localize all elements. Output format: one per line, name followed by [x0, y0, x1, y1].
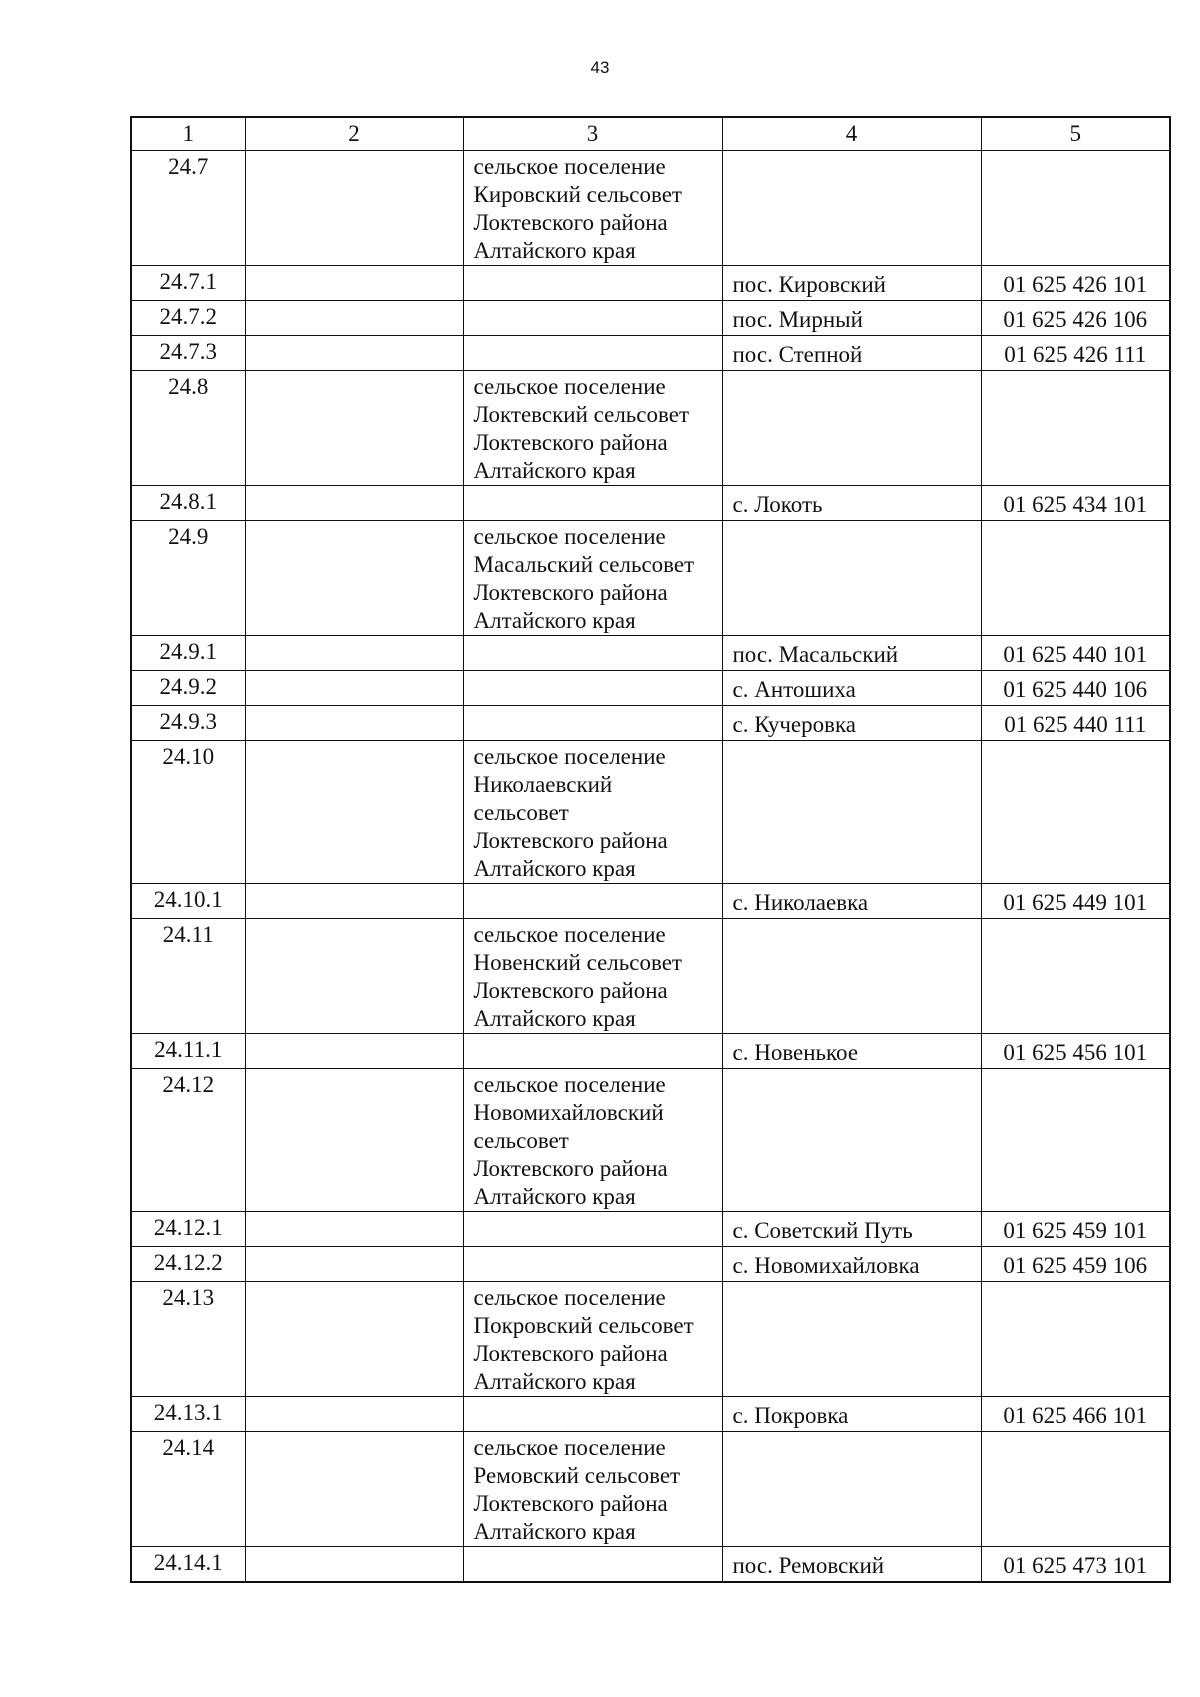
oktmo-code-cell: [981, 1069, 1170, 1212]
settlement-name-cell: [463, 741, 722, 884]
locality-cell: с. Советский Путь: [722, 1212, 981, 1247]
table-row: [131, 486, 1170, 521]
table-row: [131, 1212, 1170, 1247]
locality-cell: пос. Ремовский: [722, 1547, 981, 1583]
table-row: [131, 1247, 1170, 1282]
table-row: [131, 741, 1170, 884]
settlement-name-line: Локтевского района: [473, 1491, 668, 1516]
settlement-name-line: Николаевский: [473, 772, 613, 797]
table-body: [131, 151, 1170, 1583]
oktmo-code-cell: 01 625 434 101: [981, 486, 1170, 521]
locality-cell: с. Кучеровка: [722, 706, 981, 741]
table-row: [131, 671, 1170, 706]
settlement-name-line: Кировский сельсовет: [473, 182, 682, 207]
column-2-cell: [245, 919, 463, 1034]
oktmo-code-cell: [981, 151, 1170, 266]
oktmo-code-cell: 01 625 440 111: [981, 706, 1170, 741]
oktmo-code-cell: 01 625 459 101: [981, 1212, 1170, 1247]
locality-cell: [722, 521, 981, 636]
settlement-name-line: Локтевского района: [473, 1156, 668, 1181]
settlement-name-line: Новенский сельсовет: [473, 950, 682, 975]
locality-cell: [722, 371, 981, 486]
row-number-cell: 24.9.2: [131, 671, 245, 706]
settlement-name-cell: [463, 919, 722, 1034]
locality-cell: с. Покровка: [722, 1397, 981, 1432]
settlement-name-cell: [463, 336, 722, 371]
settlement-name-line: Локтевский сельсовет: [473, 402, 689, 427]
column-2-cell: [245, 636, 463, 671]
locality-cell: пос. Кировский: [722, 266, 981, 301]
locality-cell: с. Николаевка: [722, 884, 981, 919]
oktmo-code-cell: [981, 371, 1170, 486]
settlement-name-line: сельское поселение: [473, 1435, 666, 1460]
table-row: [131, 266, 1170, 301]
settlement-name-line: Локтевского района: [473, 828, 668, 853]
row-number-cell: 24.12.1: [131, 1212, 245, 1247]
row-number-cell: 24.7.2: [131, 301, 245, 336]
locality-cell: [722, 151, 981, 266]
row-number-cell: 24.8.1: [131, 486, 245, 521]
column-2-cell: [245, 486, 463, 521]
column-2-cell: [245, 671, 463, 706]
table-row: [131, 706, 1170, 741]
settlement-name-cell: [463, 1282, 722, 1397]
settlement-name-line: сельское поселение: [473, 374, 666, 399]
row-number-cell: 24.11: [131, 919, 245, 1034]
settlement-name-cell: [463, 151, 722, 266]
table-row: [131, 521, 1170, 636]
settlement-name-line: Новомихайловский: [473, 1100, 664, 1125]
settlement-name-cell: [463, 1034, 722, 1069]
column-header-2: 2: [245, 117, 463, 151]
row-number-cell: 24.7: [131, 151, 245, 266]
header-row: [131, 117, 1170, 151]
locality-cell: [722, 741, 981, 884]
settlement-name-line: сельсовет: [473, 800, 569, 825]
table-row: [131, 336, 1170, 371]
oktmo-code-cell: 01 625 459 106: [981, 1247, 1170, 1282]
page-number: 43: [590, 58, 610, 77]
row-number-cell: 24.9.1: [131, 636, 245, 671]
settlement-name-cell: [463, 521, 722, 636]
column-2-cell: [245, 1069, 463, 1212]
settlement-name-cell: [463, 1069, 722, 1212]
settlement-name-cell: [463, 371, 722, 486]
settlement-name-cell: [463, 884, 722, 919]
locality-cell: с. Новенькое: [722, 1034, 981, 1069]
oktmo-code-cell: 01 625 426 101: [981, 266, 1170, 301]
settlement-name-line: Локтевского района: [473, 580, 668, 605]
locality-cell: [722, 919, 981, 1034]
row-number-cell: 24.9.3: [131, 706, 245, 741]
settlement-name-cell: [463, 1247, 722, 1282]
settlement-name-line: Алтайского края: [473, 856, 636, 881]
settlement-name-line: Алтайского края: [473, 1369, 636, 1394]
row-number-cell: 24.12.2: [131, 1247, 245, 1282]
oktmo-code-cell: [981, 741, 1170, 884]
oktmo-code-cell: [981, 521, 1170, 636]
row-number-cell: 24.10: [131, 741, 245, 884]
row-number-cell: 24.8: [131, 371, 245, 486]
column-2-cell: [245, 884, 463, 919]
column-2-cell: [245, 1432, 463, 1547]
settlement-name-line: сельсовет: [473, 1128, 569, 1153]
row-number-cell: 24.14.1: [131, 1547, 245, 1583]
settlement-name-line: сельское поселение: [473, 154, 666, 179]
settlement-name-cell: [463, 266, 722, 301]
column-header-3: 3: [463, 117, 722, 151]
settlement-name-line: Алтайского края: [473, 458, 636, 483]
settlement-name-line: Локтевского района: [473, 430, 668, 455]
locality-cell: пос. Степной: [722, 336, 981, 371]
locality-cell: [722, 1432, 981, 1547]
table-row: [131, 371, 1170, 486]
row-number-cell: 24.7.3: [131, 336, 245, 371]
column-2-cell: [245, 371, 463, 486]
settlement-name-line: Ремовский сельсовет: [473, 1463, 681, 1488]
settlement-name-line: Покровский сельсовет: [473, 1313, 694, 1338]
row-number-cell: 24.12: [131, 1069, 245, 1212]
settlement-name-line: Алтайского края: [473, 1184, 636, 1209]
settlement-name-cell: [463, 301, 722, 336]
settlement-name-line: Алтайского края: [473, 608, 636, 633]
locality-cell: с. Новомихайловка: [722, 1247, 981, 1282]
settlement-name-line: Алтайского края: [473, 238, 636, 263]
locality-cell: пос. Мирный: [722, 301, 981, 336]
table-row: [131, 1432, 1170, 1547]
column-2-cell: [245, 1282, 463, 1397]
oktmo-code-cell: 01 625 473 101: [981, 1547, 1170, 1583]
settlement-name-cell: [463, 671, 722, 706]
row-number-cell: 24.13.1: [131, 1397, 245, 1432]
settlement-name-cell: [463, 706, 722, 741]
row-number-cell: 24.13: [131, 1282, 245, 1397]
table-row: [131, 1547, 1170, 1583]
column-2-cell: [245, 521, 463, 636]
table-row: [131, 151, 1170, 266]
settlement-name-line: Алтайского края: [473, 1006, 636, 1031]
settlement-name-cell: [463, 1397, 722, 1432]
settlement-name-line: сельское поселение: [473, 524, 666, 549]
settlement-name-cell: [463, 1432, 722, 1547]
oktmo-code-cell: [981, 1432, 1170, 1547]
settlement-name-line: сельское поселение: [473, 1072, 666, 1097]
oktmo-code-cell: 01 625 426 111: [981, 336, 1170, 371]
column-2-cell: [245, 1397, 463, 1432]
oktmo-code-cell: [981, 919, 1170, 1034]
settlement-name-line: Масальский сельсовет: [473, 552, 695, 577]
column-2-cell: [245, 301, 463, 336]
column-2-cell: [245, 1247, 463, 1282]
column-2-cell: [245, 1034, 463, 1069]
settlement-name-line: сельское поселение: [473, 1285, 666, 1310]
table-row: [131, 1397, 1170, 1432]
oktmo-code-cell: 01 625 440 101: [981, 636, 1170, 671]
settlement-name-line: Локтевского района: [473, 978, 668, 1003]
table-row: [131, 301, 1170, 336]
locality-cell: с. Антошиха: [722, 671, 981, 706]
settlement-name-cell: [463, 636, 722, 671]
settlement-name-line: Локтевского района: [473, 210, 668, 235]
table-row: [131, 636, 1170, 671]
table-row: [131, 1069, 1170, 1212]
row-number-cell: 24.14: [131, 1432, 245, 1547]
settlement-name-line: Локтевского района: [473, 1341, 668, 1366]
column-header-5: 5: [981, 117, 1170, 151]
settlement-name-cell: [463, 486, 722, 521]
settlement-name-line: сельское поселение: [473, 744, 666, 769]
settlement-name-line: сельское поселение: [473, 922, 666, 947]
column-2-cell: [245, 1547, 463, 1583]
table-row: [131, 1282, 1170, 1397]
settlement-name-line: Алтайского края: [473, 1519, 636, 1544]
oktmo-code-cell: 01 625 456 101: [981, 1034, 1170, 1069]
column-header-4: 4: [722, 117, 981, 151]
oktmo-code-cell: [981, 1282, 1170, 1397]
column-2-cell: [245, 706, 463, 741]
locality-cell: [722, 1069, 981, 1212]
settlement-name-cell: [463, 1212, 722, 1247]
row-number-cell: 24.11.1: [131, 1034, 245, 1069]
settlement-name-cell: [463, 1547, 722, 1583]
oktmo-code-cell: 01 625 449 101: [981, 884, 1170, 919]
oktmo-code-cell: 01 625 466 101: [981, 1397, 1170, 1432]
locality-cell: [722, 1282, 981, 1397]
row-number-cell: 24.9: [131, 521, 245, 636]
column-2-cell: [245, 266, 463, 301]
column-2-cell: [245, 336, 463, 371]
locality-cell: пос. Масальский: [722, 636, 981, 671]
row-number-cell: 24.10.1: [131, 884, 245, 919]
table-row: [131, 919, 1170, 1034]
column-header-1: 1: [131, 117, 245, 151]
table-row: [131, 1034, 1170, 1069]
row-number-cell: 24.7.1: [131, 266, 245, 301]
column-2-cell: [245, 151, 463, 266]
table-row: [131, 884, 1170, 919]
registry-table: [130, 116, 1171, 1583]
column-2-cell: [245, 741, 463, 884]
column-2-cell: [245, 1212, 463, 1247]
locality-cell: с. Локоть: [722, 486, 981, 521]
oktmo-code-cell: 01 625 426 106: [981, 301, 1170, 336]
oktmo-code-cell: 01 625 440 106: [981, 671, 1170, 706]
